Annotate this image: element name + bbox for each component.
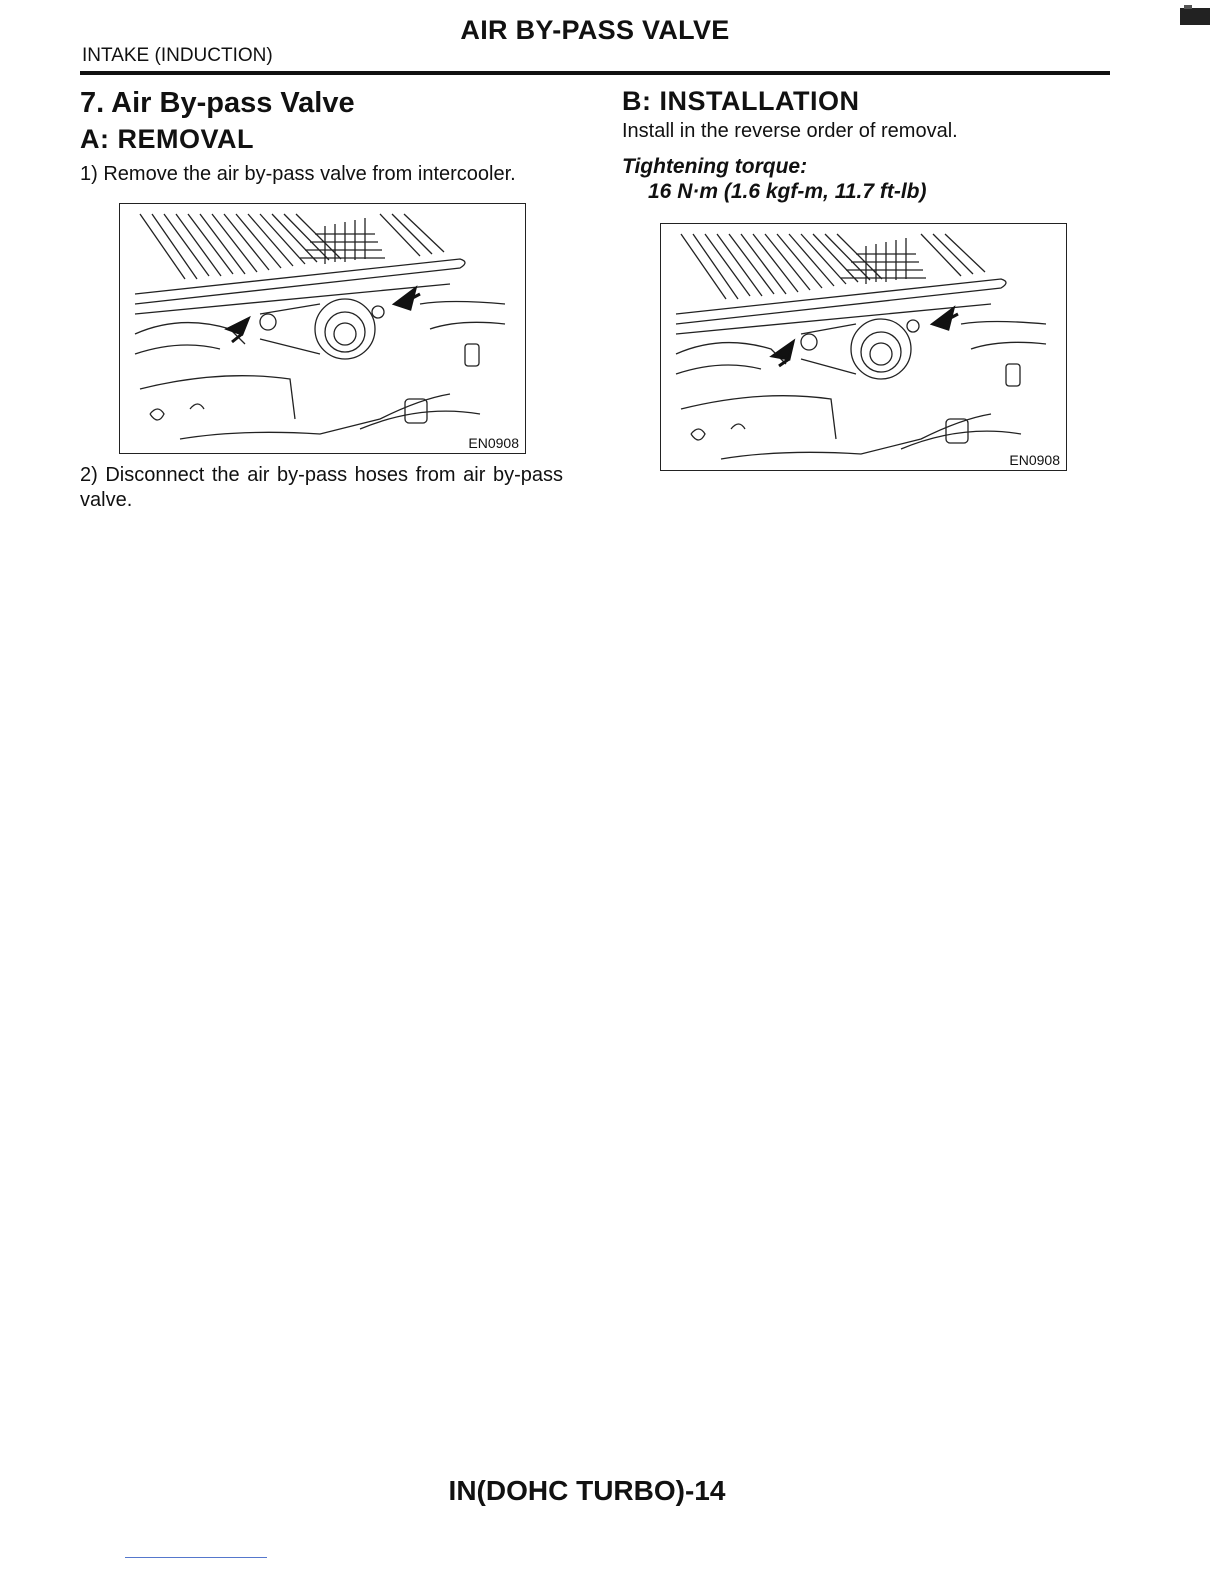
header-divider: [80, 71, 1110, 75]
page-section-label: INTAKE (INDUCTION): [82, 45, 273, 66]
right-column: [622, 84, 1102, 118]
removal-step-2: 2) Disconnect the air by-pass hoses from air by-pass valve.: [80, 464, 563, 511]
installation-heading: B: INSTALLATION: [622, 86, 860, 116]
torque-label: Tightening torque:: [622, 155, 808, 178]
installation-figure: [660, 223, 1067, 471]
main-heading: 7. Air By-pass Valve: [80, 87, 355, 119]
page-number: IN(DOHC TURBO)-14: [448, 1475, 726, 1506]
figure-code-label: EN0908: [468, 435, 519, 451]
page-header-title: AIR BY-PASS VALVE: [460, 15, 730, 45]
installation-instruction: Install in the reverse order of removal.: [622, 120, 958, 142]
removal-figure: [119, 203, 526, 454]
removal-step-1: 1) Remove the air by-pass valve from intercooler.: [80, 163, 516, 185]
torque-value: 16 N·m (1.6 kgf-m, 11.7 ft-lb): [648, 180, 927, 203]
figure-code-label: EN0908: [1009, 452, 1060, 468]
engine-illustration: [661, 224, 1066, 470]
engine-illustration: [120, 204, 525, 453]
removal-heading: A: REMOVAL: [80, 124, 254, 154]
left-column: [80, 84, 570, 156]
footer-link-underline: [125, 1557, 267, 1558]
